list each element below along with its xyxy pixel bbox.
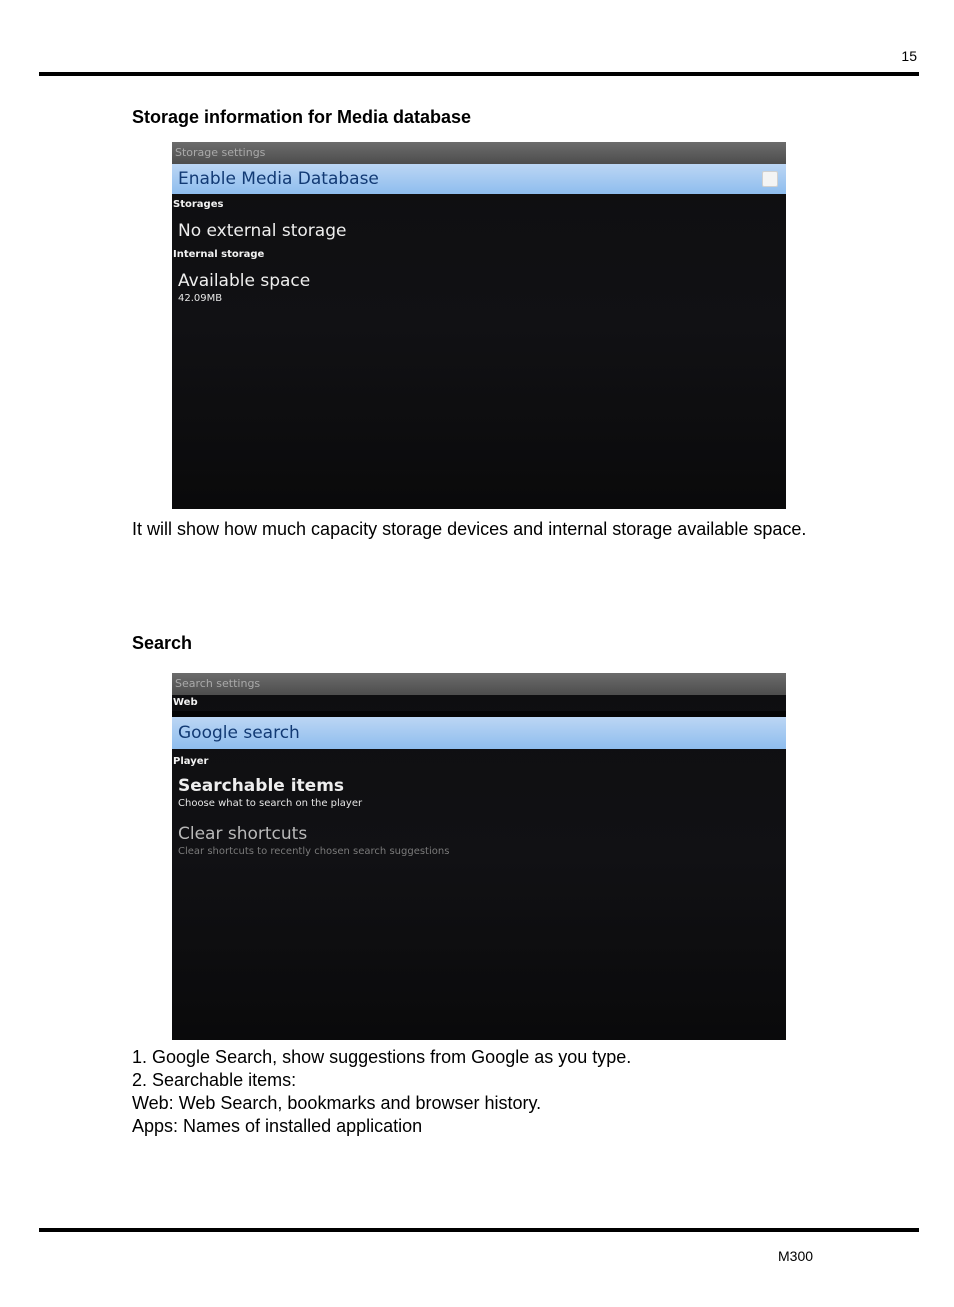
search-line-1: 1. Google Search, show suggestions from Google as you type. xyxy=(132,1047,632,1067)
searchable-items-title: Searchable items xyxy=(178,776,345,796)
storages-category: Storages xyxy=(173,199,224,210)
enable-media-database-label: Enable Media Database xyxy=(178,169,379,189)
player-category: Player xyxy=(173,756,209,767)
google-search-row xyxy=(172,717,786,749)
page-number: 15 xyxy=(901,48,917,64)
google-search-label: Google search xyxy=(178,723,300,743)
storage-description-text: It will show how much capacity storage devices and internal storage available space. xyxy=(132,519,807,539)
footer-rule xyxy=(39,1228,919,1232)
search-section-heading: Search xyxy=(132,633,193,653)
header-rule xyxy=(39,72,919,76)
storage-settings-screenshot xyxy=(172,142,786,509)
storage-section-heading: Storage information for Media database xyxy=(132,107,472,127)
clear-shortcuts-summary: Clear shortcuts to recently chosen search suggestions xyxy=(178,846,450,857)
available-space-title: Available space xyxy=(178,271,311,291)
footer-model: M300 xyxy=(778,1248,814,1264)
searchable-items-summary: Choose what to search on the player xyxy=(178,798,363,809)
enable-media-database-row xyxy=(172,164,786,194)
search-settings-screenshot xyxy=(172,673,786,1040)
search-line-4: Apps: Names of installed application xyxy=(132,1116,423,1136)
search-description xyxy=(132,1046,631,1138)
clear-shortcuts-title: Clear shortcuts xyxy=(178,824,308,844)
storage-description xyxy=(132,518,806,541)
search-settings-title: Search settings xyxy=(172,673,786,695)
search-line-2: 2. Searchable items: xyxy=(132,1070,297,1090)
storage-settings-title: Storage settings xyxy=(172,142,786,164)
internal-storage-category: Internal storage xyxy=(173,249,265,260)
search-line-3: Web: Web Search, bookmarks and browser history. xyxy=(132,1093,542,1113)
checkbox-icon xyxy=(762,171,778,187)
no-external-storage-item: No external storage xyxy=(178,221,347,241)
available-space-value: 42.09MB xyxy=(178,293,223,304)
web-category: Web xyxy=(173,697,198,708)
